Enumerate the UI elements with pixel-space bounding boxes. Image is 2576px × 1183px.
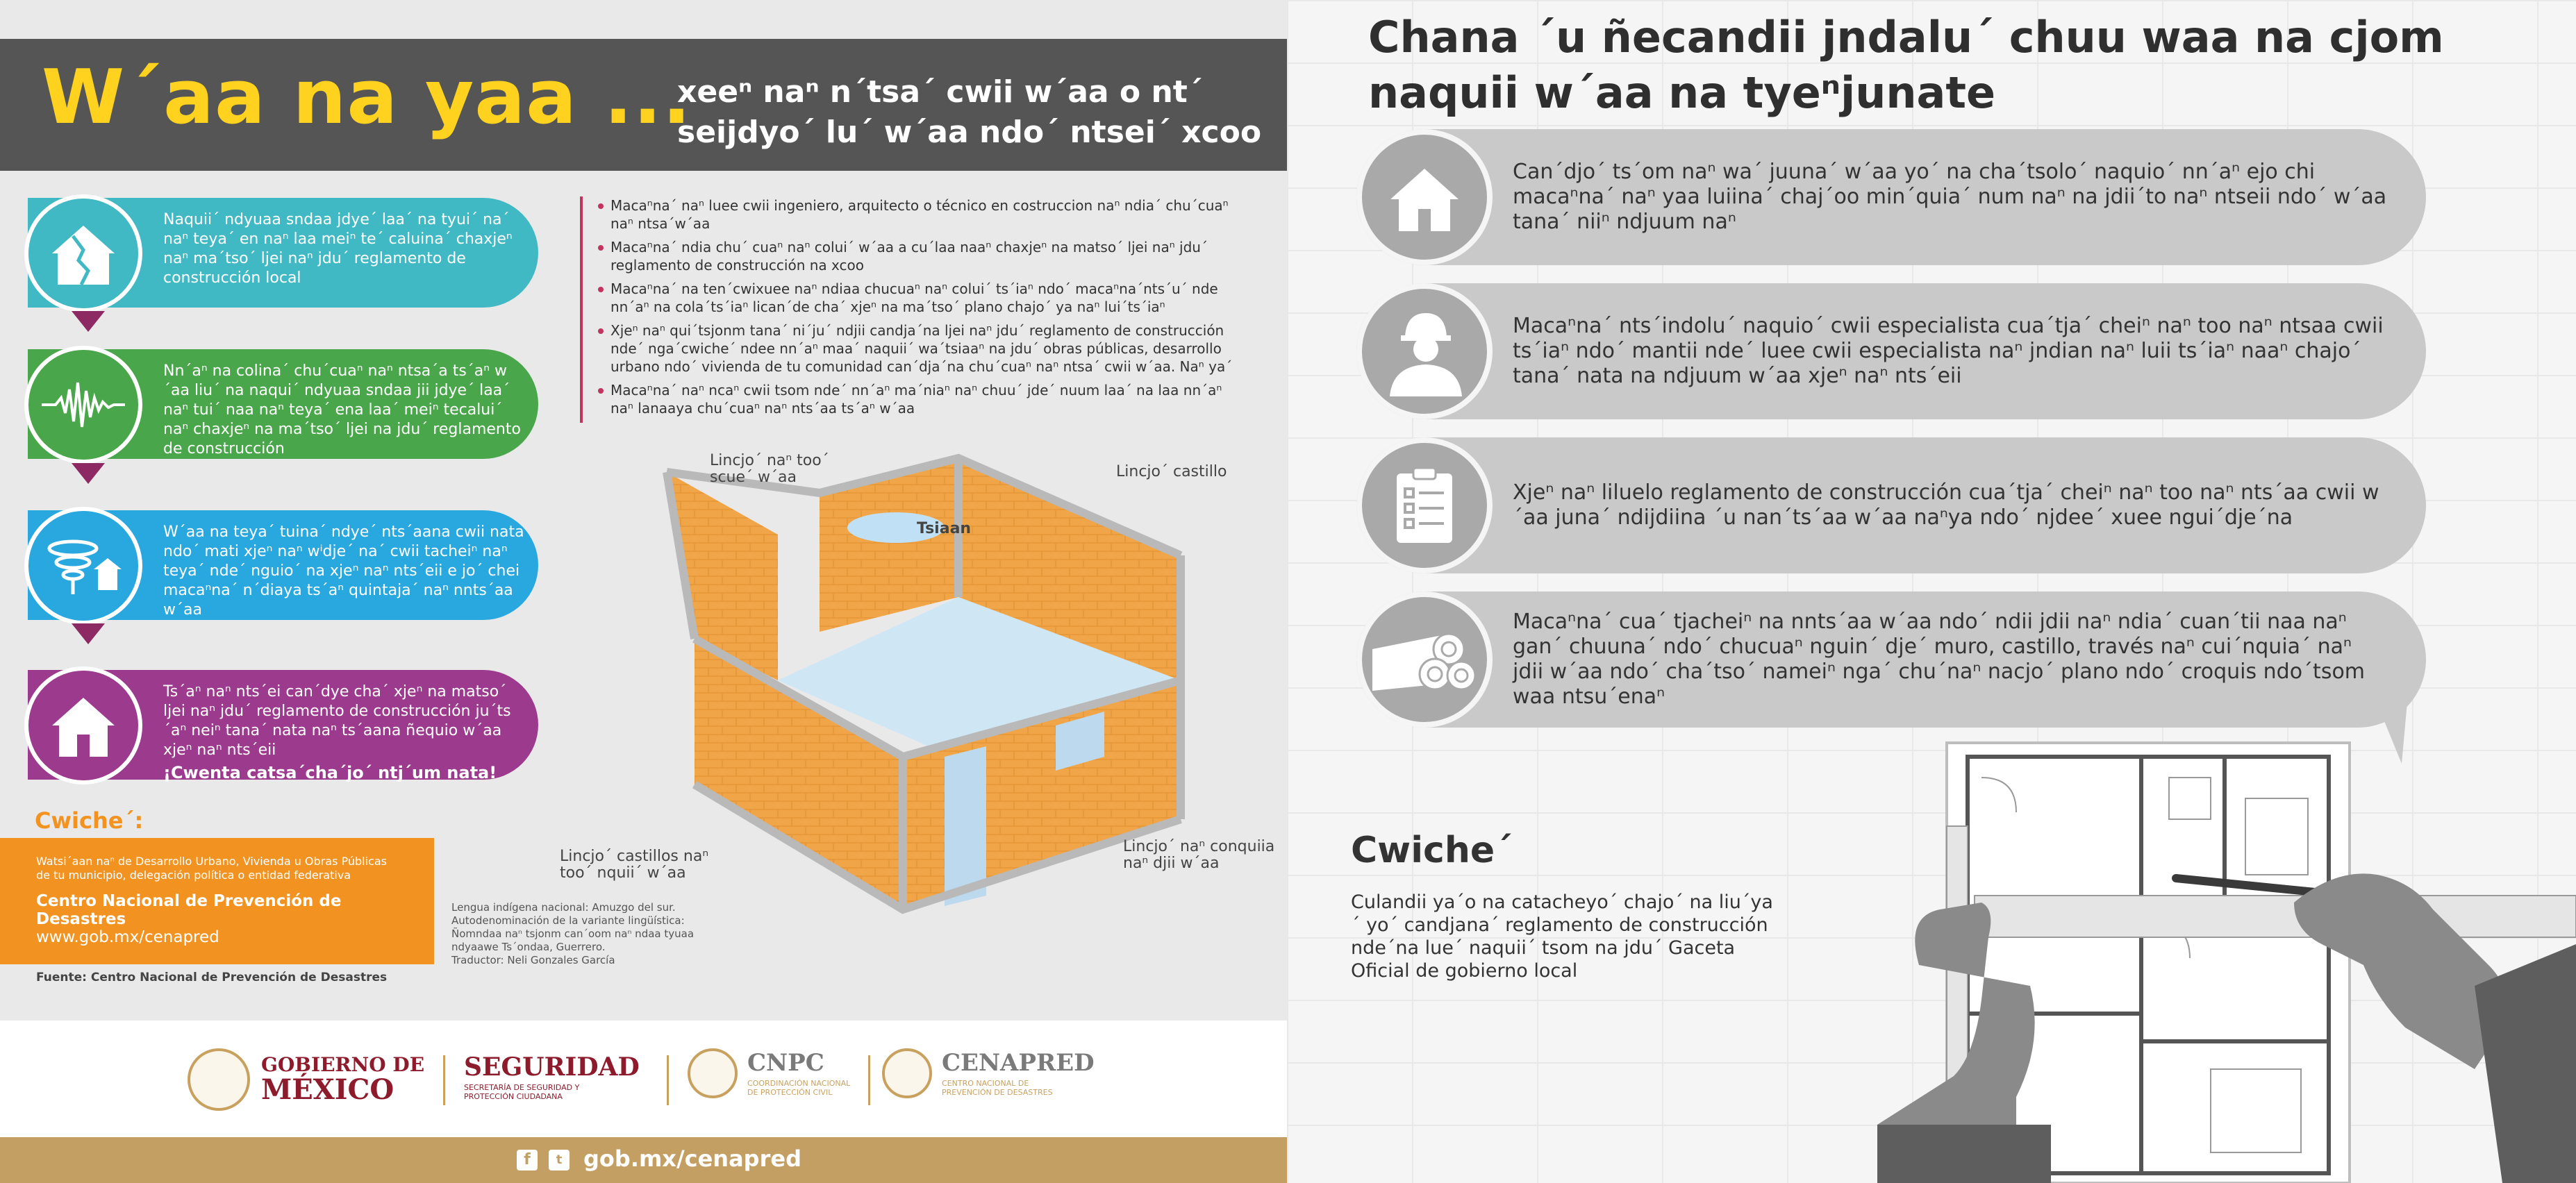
footer-band — [0, 1137, 1287, 1183]
logo-gobierno-mexico — [188, 1048, 424, 1111]
list-item: Macaⁿna´ naⁿ ncaⁿ cwii tsom nde´ nn´aⁿ ma´niaⁿ naⁿ chuu´ jde´ nuum laa´ na laa nn´aⁿ naⁿ lanaaya chu´cuaⁿ naⁿ nts´aa ts´aⁿ w´aa — [597, 381, 1233, 417]
step-text: Nn´aⁿ na colina´ chu´cuaⁿ naⁿ ntsa´a ts´aⁿ w´aa liu´ na naqui´ ndyuaa sndaa jii jdye´ laa´ naⁿ tui´ naa naⁿ teya´ ena laa´ meiⁿ tecalui´ naⁿ chaxjeⁿ na ma´tso´ ljei na jdu´ reglamento de construcción — [163, 362, 521, 458]
checklist-icon — [1390, 464, 1459, 547]
list-item: Macaⁿna´ ndia chu´ cuaⁿ naⁿ colui´ w´aa a cu´laa naaⁿ chaxjeⁿ na matso´ ljei naⁿ jdu´ reglamento de construcción na xcoo — [597, 238, 1233, 274]
step-collapse — [28, 198, 538, 308]
step-icon-circle — [24, 194, 142, 312]
logo-seguridad-sub: SECRETARÍA DE SEGURIDAD Y PROTECCIÓN CIUDADANA — [464, 1083, 580, 1101]
label-castle-top: Lincjo´ castillo — [1116, 463, 1227, 480]
step-arrow — [72, 311, 105, 332]
tip-text: Macaⁿna´ cua´ tjacheiⁿ na nnts´aa w´aa ndo´ ndii jdii naⁿ ndia´ cuan´tii naa naⁿ gan´ chuuna´ ndo´ chucuaⁿ nguin´ dje´ muro, castillo, través naⁿ cui´nquia´ naⁿ jdii w´aa ndo´ cha´tso´ nameiⁿ nga´ chu´naⁿ nacjo´ plano ndo´ croquis ndo´tsom waa ntsu´enaⁿ — [1513, 610, 2366, 709]
tip-icon-circle — [1356, 437, 1493, 573]
tip-text: Macaⁿna´ nts´indolu´ naquio´ cwii especialista cua´tja´ cheiⁿ naⁿ too naⁿ ntsaa cwii ts´iaⁿ ndo´ mantii nde´ luee cwii especialista naⁿ jndian naⁿ luii ts´iaⁿ naaⁿ chajo´ tana´ nata na ndjuum w´aa xjeⁿ naⁿ nts´eii — [1513, 314, 2384, 388]
step-arrow — [72, 463, 105, 484]
step-text-bold: ¡Cwenta catsa´cha´jo´ ntj´um nata! — [163, 763, 497, 782]
left-panel — [0, 0, 1287, 1183]
tornado-icon — [45, 528, 122, 604]
contact-link[interactable]: www.gob.mx/cenapred — [36, 928, 219, 946]
step-text: W´aa na teya´ tuina´ ndye´ nts´aana cwii nata ndo´ mati xjeⁿ naⁿ wⁱdje´ na´ cwii tacheiⁿ naⁿ teya´ nde´ nguio´ na xjeⁿ naⁿ nts´eii e jo´ chei macaⁿna´ n´diaya ts´aⁿ quintaja´ naⁿ nnts´aa w´aa — [163, 523, 524, 619]
logo-cenapred-sub: CENTRO NACIONAL DE PREVENCIÓN DE DESASTRES — [942, 1079, 1053, 1097]
label-castles-bottom: Lincjo´ castillos naⁿ too´ nquii´ w´aa — [560, 848, 709, 882]
blueprint-hands-illustration — [1877, 736, 2576, 1183]
step-regulation — [28, 670, 538, 780]
label-floor: Tsiaan — [917, 520, 972, 537]
tip-item — [1356, 437, 2426, 573]
blueprint-roll-icon — [1372, 621, 1477, 698]
tip-text: Xjeⁿ naⁿ liluelo reglamento de construcción cua´tja´ cheiⁿ naⁿ too naⁿ nts´aa cwii w´aa juna´ ndijdiina ´u nan´ts´aa w´aa naⁿya ndo´ njdee´ xuee ngui´dje´na — [1513, 480, 2379, 530]
footer-link[interactable]: gob.mx/cenapred — [583, 1146, 801, 1172]
logo-cenapred — [882, 1048, 1095, 1098]
step-icon-circle — [24, 666, 142, 785]
page-title: W´aa na yaa ... — [42, 54, 692, 141]
label-top-beam: Lincjo´ naⁿ too´ scue´ w´aa — [710, 452, 829, 486]
step-seismic — [28, 349, 538, 459]
tip-icon-circle — [1356, 592, 1493, 728]
house-icon — [1386, 159, 1463, 235]
divider — [868, 1055, 870, 1105]
page-subtitle: xeeⁿ naⁿ n´tsa´ cwii w´aa o nt´ seijdyo´ lu´ w´aa ndo´ ntsei´ xcoo — [677, 74, 1262, 150]
list-item: Xjeⁿ naⁿ qui´tsjonm tana´ ni´ju´ ndjii candja´na ljei naⁿ jdu´ reglamento de construcción nde´ nga´cwiche´ ndee nn´aⁿ maa´ naquii´ wa´tsiaaⁿ na jdu´ obras públicas, desarrollo urbano ndo´ vivienda de tu comunidad can´dja´na chu´cuaⁿ naⁿ ntsa´ cwii w´aa. Naⁿ ya´ — [597, 321, 1233, 376]
twitter-icon[interactable]: t — [549, 1150, 570, 1171]
right-panel — [1287, 0, 2576, 1183]
seismograph-icon — [42, 377, 125, 433]
tip-icon-circle — [1356, 129, 1493, 265]
tip-text: Can´djo´ ts´om naⁿ wa´ juuna´ w´aa yo´ na cha´tsolo´ naquio´ nn´aⁿ ejo chi macaⁿna´ naⁿ yaa luiina´ chaj´oo min´quia´ num naⁿ na jdii´to naⁿ ntseii ndo´ w´aa tana´ niiⁿ ndjuum naⁿ — [1513, 160, 2387, 234]
bullet-list — [580, 196, 1233, 423]
tip-item — [1356, 283, 2426, 419]
logo-seguridad-title: SEGURIDAD — [464, 1052, 640, 1082]
contact-description: Watsi´aan naⁿ de Desarrollo Urbano, Vivienda u Obras Públicas de tu municipio, delegación política o entidad federativa — [36, 855, 387, 882]
see-also-title: Cwiche´ — [1351, 830, 1513, 871]
logo-cenapred-title: CENAPRED — [942, 1049, 1095, 1077]
coat-of-arms-icon — [188, 1048, 250, 1111]
tip-icon-circle — [1356, 283, 1493, 419]
logo-gob-line2: MÉXICO — [261, 1073, 394, 1106]
logo-cnpc-sub: COORDINACIÓN NACIONAL DE PROTECCIÓN CIVIL — [747, 1079, 851, 1097]
contact-org: Centro Nacional de Prevención de Desastres — [36, 892, 342, 928]
see-also-title: Cwiche´: — [35, 807, 144, 834]
step-arrow — [72, 623, 105, 644]
list-item: Macaⁿna´ naⁿ luee cwii ingeniero, arquitecto o técnico en costruccion naⁿ ndia´ chu´cuaⁿ naⁿ ntsa´w´aa — [597, 196, 1233, 233]
divider — [667, 1055, 669, 1105]
step-text — [163, 682, 524, 782]
facebook-icon[interactable]: f — [517, 1150, 538, 1171]
step-icon-circle — [24, 507, 142, 625]
label-beam-bottom: Lincjo´ naⁿ conquiia naⁿ djii w´aa — [1123, 838, 1275, 872]
language-line: Autodenominación de la variante lingüística: Ñomndaa naⁿ tsjonm can´oom naⁿ ndaa tyuaa ndyaawe Ts´ondaa, Guerrero. — [451, 914, 695, 953]
logo-cnpc-title: CNPC — [747, 1049, 824, 1077]
step-icon-circle — [24, 346, 142, 464]
see-also-text: Culandii ya´o na catacheyo´ chajo´ na liu´ya´ yo´ candjana´ reglamento de construcción nde´na lue´ naquii´ tsom na jdu´ Gaceta Oficial de gobierno local — [1351, 891, 1773, 982]
right-title: Chana ´u ñecandii jndalu´ chuu waa na cjom naquii w´aa na tyeⁿjunate — [1368, 12, 2444, 118]
logo-cnpc — [688, 1048, 851, 1098]
cnpc-seal-icon — [688, 1048, 738, 1098]
list-item: Macaⁿna´ na ten´cwixuee naⁿ ndiaa chucuaⁿ naⁿ colui´ ts´iaⁿ ndo´ macaⁿna´nts´u´ nde nn´aⁿ na cola´ts´iaⁿ lican´de cha´ xjeⁿ na ma´tso´ plano chajo´ ya naⁿ lui´ts´iaⁿ — [597, 280, 1233, 316]
step-hurricane — [28, 510, 538, 620]
tip-item — [1356, 129, 2426, 265]
source-note: Fuente: Centro Nacional de Prevención de Desastres — [36, 971, 388, 984]
step-text-body: Ts´aⁿ naⁿ nts´ei can´dye cha´ xjeⁿ na matso´ ljei naⁿ jdu´ reglamento de construcción ju´ts´aⁿ neiⁿ tana´ nata naⁿ ts´aana ñequio w´aa xjeⁿ naⁿ nts´eii — [163, 683, 511, 759]
divider — [443, 1055, 445, 1105]
language-line: Lengua indígena nacional: Amuzgo del sur. — [451, 901, 676, 914]
cenapred-seal-icon — [882, 1048, 932, 1098]
step-text: Naquii´ ndyuaa sndaa jdye´ laa´ na tyui´ na´ naⁿ teya´ en naⁿ laa meiⁿ te´ caluina´ chaxjeⁿ naⁿ ma´tso´ ljei naⁿ jdu´ reglamento de construcción local — [163, 211, 513, 287]
logo-gob-line1: GOBIERNO DE — [261, 1053, 425, 1076]
language-line: Traductor: Neli Gonzales García — [451, 954, 615, 966]
engineer-icon — [1383, 306, 1466, 396]
logo-seguridad — [464, 1054, 640, 1101]
tip-item — [1356, 592, 2426, 728]
contact-box — [0, 838, 434, 964]
house-icon — [45, 687, 122, 764]
language-note — [451, 901, 715, 967]
logos-band — [0, 1021, 1287, 1137]
collapsed-house-icon — [45, 215, 122, 292]
